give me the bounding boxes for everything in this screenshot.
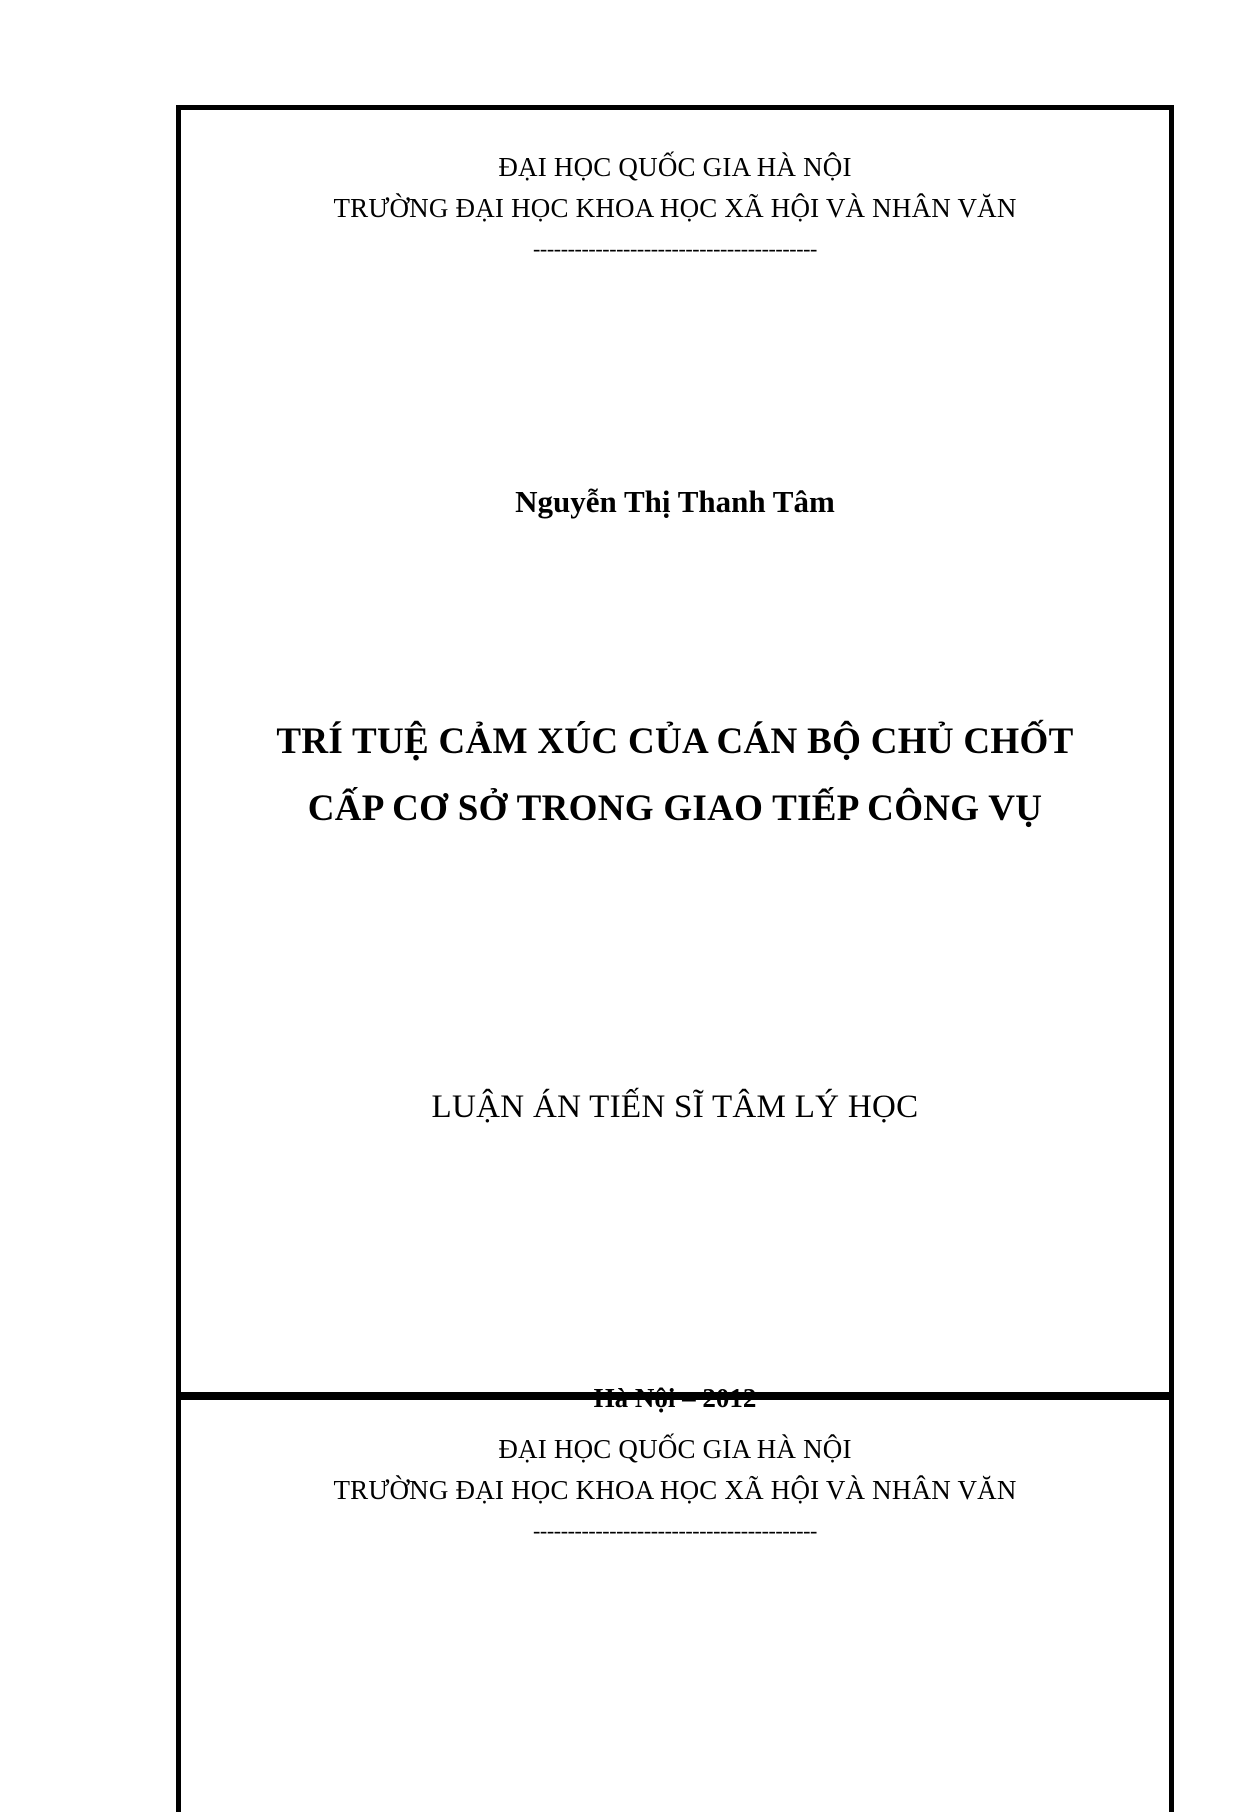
university-name: ĐẠI HỌC QUỐC GIA HÀ NỘI — [498, 152, 852, 182]
separator-line-page2: ----------------------------------------- — [533, 1518, 817, 1543]
school-name-page2: TRƯỜNG ĐẠI HỌC KHOA HỌC XÃ HỘI VÀ NHÂN VĂN — [333, 1475, 1017, 1505]
school-name: TRƯỜNG ĐẠI HỌC KHOA HỌC XÃ HỘI VÀ NHÂN VĂN — [333, 193, 1017, 223]
separator-line: ----------------------------------------- — [533, 236, 817, 261]
thesis-title-line-1: TRÍ TUỆ CẢM XÚC CỦA CÁN BỘ CHỦ CHỐT — [276, 721, 1074, 762]
author-name: Nguyễn Thị Thanh Tâm — [515, 484, 835, 519]
university-name-page2: ĐẠI HỌC QUỐC GIA HÀ NỘI — [498, 1434, 852, 1464]
degree-type: LUẬN ÁN TIẾN SĨ TÂM LÝ HỌC — [431, 1089, 919, 1125]
place-year: Hà Nội – 2012 — [593, 1383, 757, 1413]
thesis-title-line-2: CẤP CƠ SỞ TRONG GIAO TIẾP CÔNG VỤ — [307, 788, 1043, 829]
